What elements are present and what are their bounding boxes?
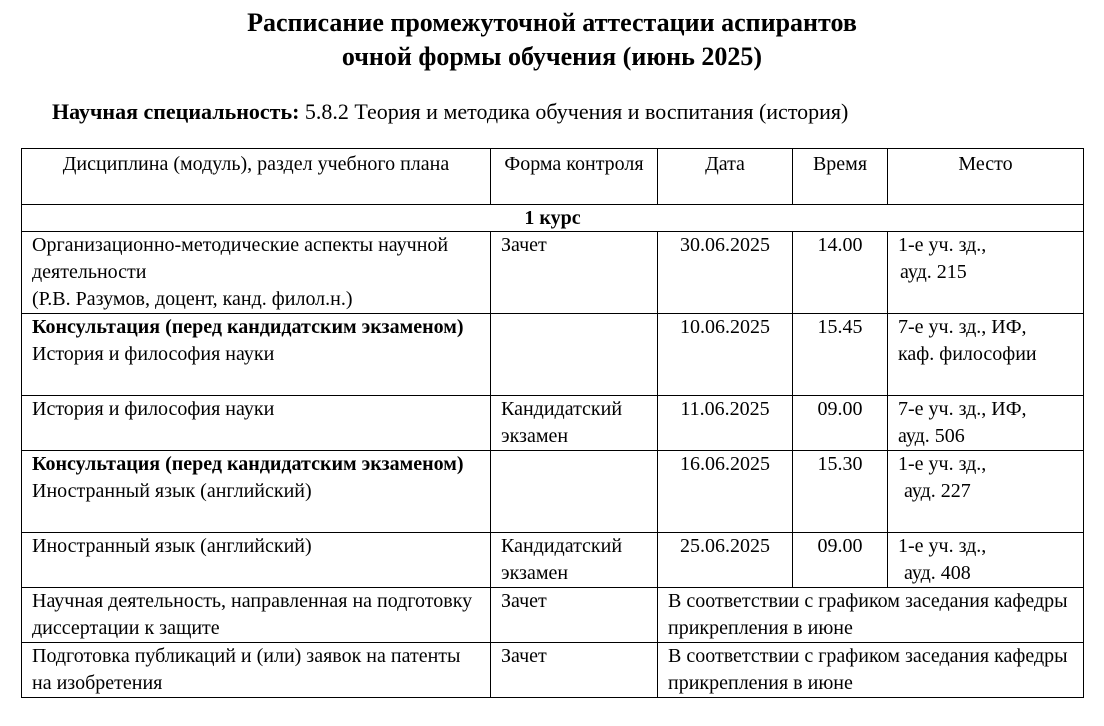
discipline-cell [22,314,491,396]
discipline-teacher: (Р.В. Разумов, доцент, канд. филол.н.) [32,288,353,310]
discipline-consultation: Консультация (перед кандидатским экзаменом) [32,453,464,475]
specialty-line [52,98,848,126]
table-row [22,314,1084,396]
form-line-1: Кандидатский [501,398,623,420]
place-line-2: ауд. 408 [904,562,971,584]
table-header-row [22,149,1084,205]
header-form: Форма контроля [491,149,658,205]
header-time: Время [793,149,888,205]
time-cell: 14.00 [793,232,888,314]
discipline-subject: История и философия науки [32,343,275,365]
table-row [22,588,1084,643]
discipline-text: Организационно-методические аспекты научной деятельности [32,234,449,283]
discipline-subject: Иностранный язык (английский) [32,480,312,502]
form-cell: Зачет [491,232,658,314]
discipline-cell: История и философия науки [22,396,491,451]
form-cell: Зачет [491,588,658,643]
discipline-cell: Научная деятельность, направленная на подготовку диссертации к защите [22,588,491,643]
form-cell [491,451,658,533]
page-title-line-1: Расписание промежуточной аттестации аспирантов [247,8,857,37]
schedule-note-cell: В соответствии с графиком заседания кафедры прикрепления в июне [658,643,1084,698]
place-cell [888,396,1084,451]
time-cell: 15.45 [793,314,888,396]
time-cell: 09.00 [793,396,888,451]
form-cell: Зачет [491,643,658,698]
header-place: Место [888,149,1084,205]
schedule-note-cell: В соответствии с графиком заседания кафедры прикрепления в июне [658,588,1084,643]
discipline-cell [22,232,491,314]
place-cell [888,533,1084,588]
place-cell [888,232,1084,314]
place-line-1: 7-е уч. зд., ИФ, [898,398,1027,420]
page-title-line-2: очной формы обучения (июнь 2025) [341,42,763,71]
table-row [22,232,1084,314]
date-cell: 10.06.2025 [658,314,793,396]
schedule-table [21,148,1084,698]
form-cell [491,314,658,396]
table-row [22,533,1084,588]
discipline-cell: Подготовка публикаций и (или) заявок на патенты на изобретения [22,643,491,698]
form-cell [491,396,658,451]
place-cell [888,451,1084,533]
discipline-cell [22,451,491,533]
place-cell [888,314,1084,396]
form-cell [491,533,658,588]
form-line-2: экзамен [501,425,569,447]
table-row [22,643,1084,698]
form-line-2: экзамен [501,562,569,584]
discipline-cell: Иностранный язык (английский) [22,533,491,588]
date-cell: 11.06.2025 [658,396,793,451]
place-line-2: каф. философии [898,343,1037,365]
place-line-1: 1-е уч. зд., [898,535,987,557]
date-cell: 25.06.2025 [658,533,793,588]
place-line-2: ауд. 506 [898,425,965,447]
place-line-1: 1-е уч. зд., [898,453,987,475]
place-line-1: 7-е уч. зд., ИФ, [898,316,1027,338]
place-line-1: 1-е уч. зд., [898,234,987,256]
header-discipline: Дисциплина (модуль), раздел учебного плана [22,149,491,205]
course-label: 1 курс [22,205,1084,232]
header-date: Дата [658,149,793,205]
table-row [22,396,1084,451]
place-line-2: ауд. 215 [900,261,967,283]
page-title [0,6,1104,74]
time-cell: 09.00 [793,533,888,588]
specialty-value: 5.8.2 Теория и методика обучения и воспитания (история) [299,99,849,124]
place-line-2: ауд. 227 [904,480,971,502]
time-cell: 15.30 [793,451,888,533]
specialty-label: Научная специальность: [52,99,300,124]
discipline-consultation: Консультация (перед кандидатским экзаменом) [32,316,464,338]
course-row [22,205,1084,232]
date-cell: 16.06.2025 [658,451,793,533]
date-cell: 30.06.2025 [658,232,793,314]
form-line-1: Кандидатский [501,535,623,557]
table-row [22,451,1084,533]
